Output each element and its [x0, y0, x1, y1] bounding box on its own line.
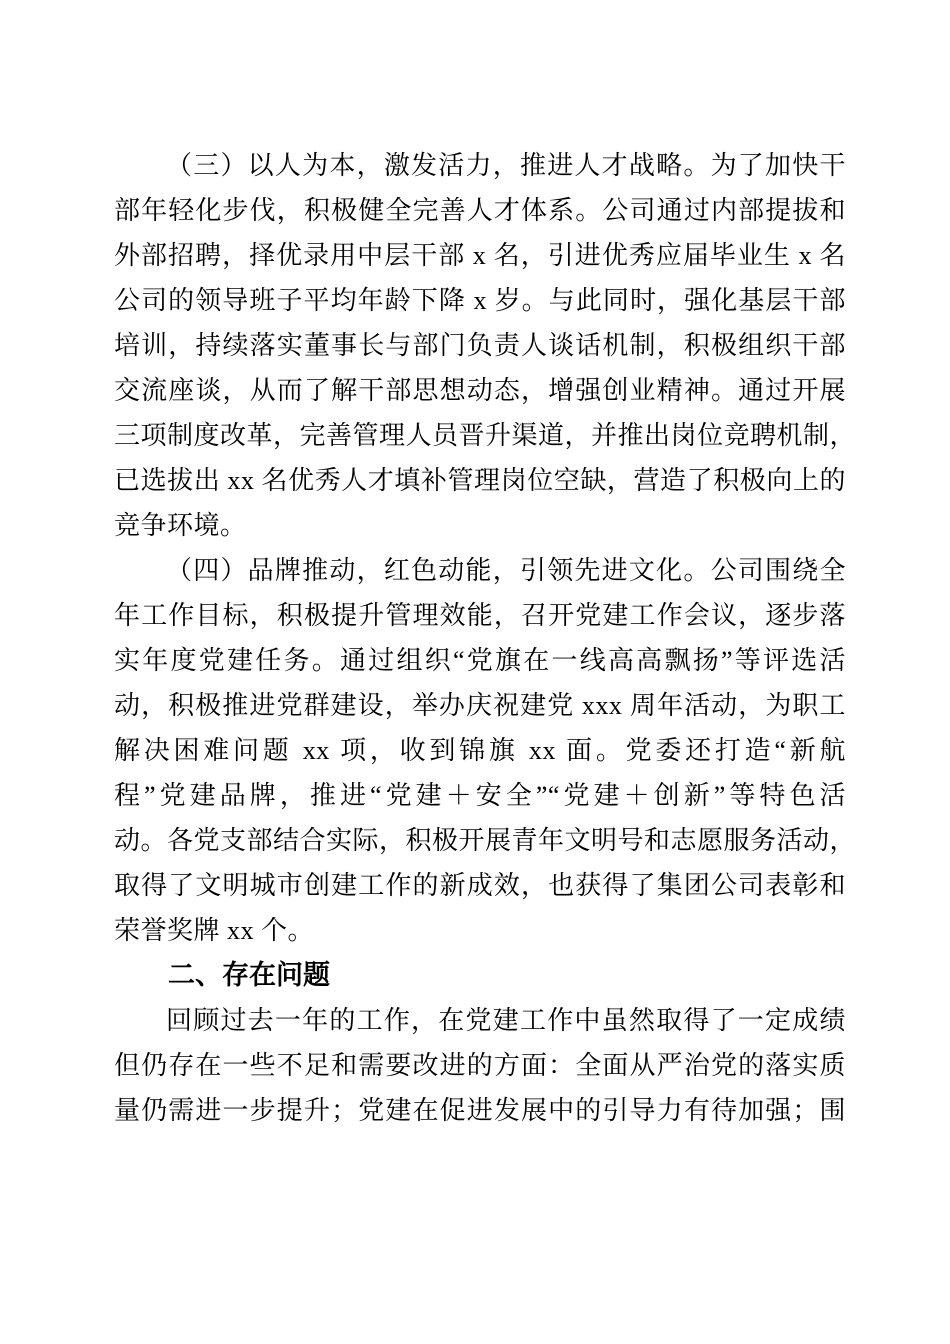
section-four-paragraph-line: 动，积极推进党群建设，举办庆祝建党 xxx 周年活动，为职工: [114, 691, 846, 720]
section-three-paragraph-line: 交流座谈，从而了解干部思想动态，增强创业精神。通过开展: [114, 376, 846, 405]
section-four-paragraph-line: 实年度党建任务。通过组织“党旗在一线高高飘扬”等评选活: [114, 646, 846, 675]
section-three-paragraph-line: 培训，持续落实董事长与部门负责人谈话机制，积极组织干部: [114, 331, 846, 360]
section-four-paragraph-line: 解决困难问题 xx 项，收到锦旗 xx 面。党委还打造“新航: [114, 736, 846, 765]
section-three-paragraph-line: 已选拔出 xx 名优秀人才填补管理岗位空缺，营造了积极向上的: [114, 466, 846, 495]
problems-paragraph-line: 量仍需进一步提升；党建在促进发展中的引导力有待加强；围: [114, 1096, 846, 1125]
section-three-paragraph-line: 竞争环境。: [114, 511, 247, 540]
section-four-paragraph-line: 荣誉奖牌 xx 个。: [114, 916, 315, 945]
section-three-paragraph-line: 公司的领导班子平均年龄下降 x 岁。与此同时，强化基层干部: [114, 286, 846, 315]
section-three-paragraph-line: （三）以人为本，激发活力，推进人才战略。为了加快干: [166, 151, 846, 180]
section-two-heading: 二、存在问题: [168, 960, 330, 990]
section-four-paragraph-line: 年工作目标，积极提升管理效能，召开党建工作会议，逐步落: [114, 601, 846, 630]
section-four-paragraph-line: 取得了文明城市创建工作的新成效，也获得了集团公司表彰和: [114, 871, 846, 900]
section-four-paragraph-line: （四）品牌推动，红色动能，引领先进文化。公司围绕全: [166, 556, 846, 585]
problems-paragraph-line: 回顾过去一年的工作，在党建工作中虽然取得了一定成绩: [166, 1006, 846, 1035]
section-three-paragraph-line: 外部招聘，择优录用中层干部 x 名，引进优秀应届毕业生 x 名: [114, 241, 846, 270]
section-three-paragraph-line: 三项制度改革，完善管理人员晋升渠道，并推出岗位竞聘机制，: [114, 421, 857, 450]
section-four-paragraph-line: 动。各党支部结合实际，积极开展青年文明号和志愿服务活动，: [114, 826, 857, 855]
section-three-paragraph-line: 部年轻化步伐，积极健全完善人才体系。公司通过内部提拔和: [114, 196, 846, 225]
section-four-paragraph-line: 程”党建品牌，推进“党建＋安全”“党建＋创新”等特色活: [114, 781, 846, 810]
document-content: [114, 143, 857, 1133]
problems-paragraph-line: 但仍存在一些不足和需要改进的方面：全面从严治党的落实质: [114, 1051, 846, 1080]
